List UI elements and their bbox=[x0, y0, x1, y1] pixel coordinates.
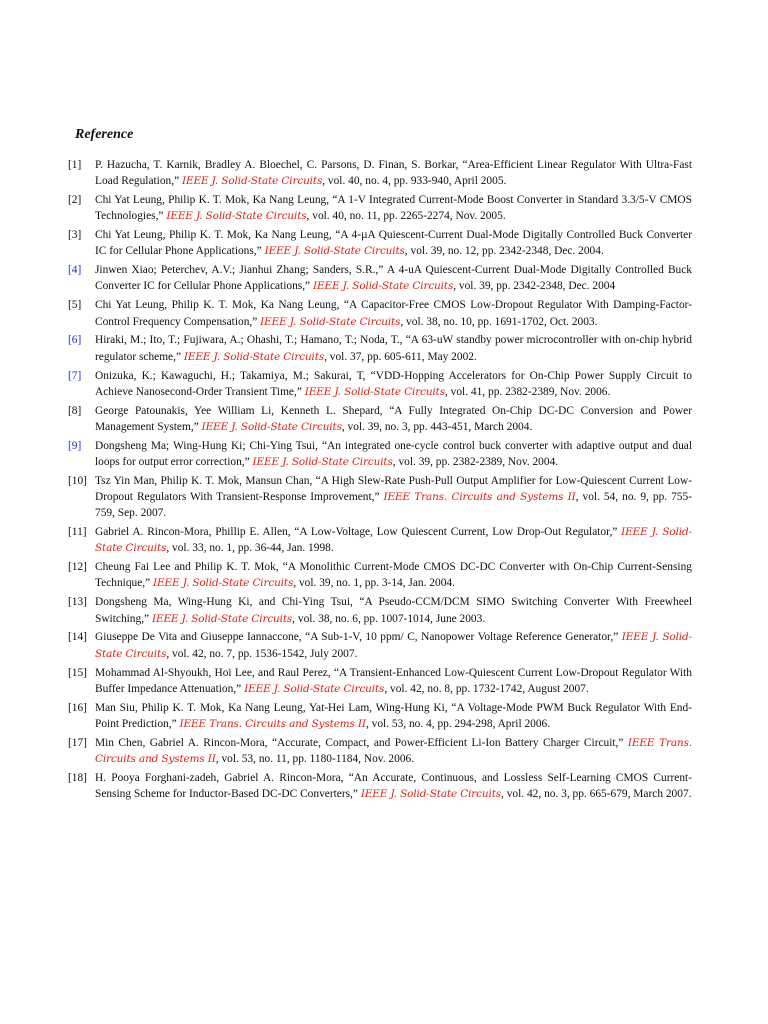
reference-item bbox=[68, 735, 692, 767]
journal-name: IEEE Trans. Circuits and Systems II bbox=[179, 717, 366, 730]
journal-name: IEEE J. Solid-State Circuits bbox=[166, 210, 307, 223]
journal-name: IEEE Trans. Circuits and Systems II bbox=[95, 736, 693, 765]
journal-name: IEEE J. Solid-State Circuits bbox=[260, 315, 401, 328]
reference-item bbox=[68, 403, 692, 435]
reference-number: [16] bbox=[68, 701, 87, 714]
reference-details: , vol. 39, no. 3, pp. 443-451, March 2004. bbox=[341, 420, 533, 433]
reference-item bbox=[68, 770, 692, 802]
journal-name: IEEE J. Solid-State Circuits bbox=[201, 420, 342, 433]
reference-text: H. Pooya Forghani-zadeh, Gabriel A. Rincon-Mora, “An Accurate, Continuous, and Lossless Self-Learning CMOS Current-Sensing Scheme for Inductor-Based DC-DC Converters,” bbox=[95, 771, 692, 800]
reference-number: [15] bbox=[68, 666, 87, 679]
reference-heading: Reference bbox=[75, 127, 134, 142]
journal-name: IEEE J. Solid-State Circuits bbox=[153, 577, 294, 590]
reference-details: , vol. 54, no. 9, pp. 755-759, Sep. 2007. bbox=[95, 491, 692, 520]
reference-item bbox=[68, 700, 692, 732]
reference-item bbox=[68, 192, 692, 224]
reference-list bbox=[68, 157, 692, 805]
reference-number: [14] bbox=[68, 631, 87, 644]
journal-name: IEEE J. Solid-State Circuits bbox=[252, 455, 393, 468]
reference-text: Giuseppe De Vita and Giuseppe Iannaccone, “A Sub-1-V, 10 ppm/ C, Nanopower Voltage Reference Generator,” bbox=[95, 631, 622, 644]
reference-item bbox=[68, 368, 692, 400]
reference-number: [11] bbox=[68, 526, 87, 539]
reference-item bbox=[68, 594, 692, 626]
reference-number: [13] bbox=[68, 596, 87, 609]
journal-name: IEEE J. Solid-State Circuits bbox=[360, 788, 502, 800]
reference-number: [8] bbox=[68, 404, 82, 417]
reference-details: , vol. 42, no. 3, pp. 665-679, March 2007. bbox=[501, 788, 692, 800]
journal-name: IEEE J. Solid-State Circuits bbox=[244, 682, 385, 695]
reference-details: , vol. 41, pp. 2382-2389, Nov. 2006. bbox=[444, 385, 611, 398]
reference-text: Man Siu, Philip K. T. Mok, Ka Nang Leung, Yat-Hei Lam, Wing-Hung Ki, “A Voltage-Mode PWM Buck Regulator With End-Point Prediction,” bbox=[95, 701, 692, 730]
reference-item bbox=[68, 665, 692, 697]
reference-details: , vol. 38, no. 10, pp. 1691-1702, Oct. 2003. bbox=[400, 315, 598, 328]
reference-number: [17] bbox=[68, 736, 87, 749]
reference-number[interactable]: [7] bbox=[68, 369, 82, 382]
reference-text: Dongsheng Ma; Wing-Hung Ki; Chi-Ying Tsui, “An integrated one-cycle control buck converter with adaptive output and dual loops for output error correction,” bbox=[95, 439, 692, 468]
reference-details: , vol. 53, no. 4, pp. 294-298, April 2006. bbox=[365, 717, 551, 730]
reference-item bbox=[68, 332, 692, 364]
reference-item bbox=[68, 438, 692, 470]
reference-number: [10] bbox=[68, 474, 87, 487]
journal-name: IEEE J. Solid-State Circuits bbox=[151, 612, 293, 625]
reference-number: [3] bbox=[68, 229, 82, 242]
reference-item bbox=[68, 297, 692, 329]
reference-number: [12] bbox=[68, 561, 87, 574]
reference-text: Chi Yat Leung, Philip K. T. Mok, Ka Nang Leung, “A 4-µA Quiescent-Current Dual-Mode Digitally Controlled Buck Converter IC for Cellular Phone Applications,” bbox=[95, 229, 692, 258]
reference-text: Onizuka, K.; Kawaguchi, H.; Takamiya, M.; Sakurai, T, “VDD-Hopping Accelerators for On-Chip Power Supply Circuit to Achieve Nanosecond-Order Transient Time,” bbox=[95, 369, 692, 398]
reference-details: , vol. 38, no. 6, pp. 1007-1014, June 2003. bbox=[292, 612, 486, 625]
reference-text: Cheung Fai Lee and Philip K. T. Mok, “A Monolithic Current-Mode CMOS DC-DC Converter with On-Chip Current-Sensing Technique,” bbox=[95, 561, 692, 590]
reference-details: , vol. 40, no. 11, pp. 2265-2274, Nov. 2005. bbox=[306, 210, 506, 223]
reference-text: Hiraki, M.; Ito, T.; Fujiwara, A.; Ohashi, T.; Hamano, T.; Noda, T., “A 63-uW standby power microcontroller with on-chip hybrid regulator scheme,” bbox=[95, 334, 692, 363]
reference-number[interactable]: [9] bbox=[68, 439, 82, 452]
reference-details: , vol. 42, no. 7, pp. 1536-1542, July 2007. bbox=[166, 647, 358, 660]
journal-name: IEEE J. Solid-State Circuits bbox=[264, 245, 405, 258]
reference-item bbox=[68, 157, 692, 189]
reference-details: , vol. 40, no. 4, pp. 933-940, April 2005. bbox=[322, 175, 507, 188]
reference-number[interactable]: [4] bbox=[68, 264, 82, 277]
reference-number: [2] bbox=[68, 194, 82, 207]
journal-name: IEEE J. Solid-State Circuits bbox=[183, 350, 325, 363]
reference-details: , vol. 39, no. 12, pp. 2342-2348, Dec. 2004. bbox=[404, 245, 604, 258]
reference-text: Min Chen, Gabriel A. Rincon-Mora, “Accurate, Compact, and Power-Efficient Li-Ion Battery Charger Circuit,” bbox=[95, 736, 628, 749]
journal-name: IEEE J. Solid-State Circuits bbox=[95, 631, 692, 660]
reference-text: P. Hazucha, T. Karnik, Bradley A. Bloechel, C. Parsons, D. Finan, S. Borkar, “Area-Efficient Linear Regulator With Ultra-Fast Load Regulation,” bbox=[95, 159, 692, 188]
reference-text: Gabriel A. Rincon-Mora, Phillip E. Allen, “A Low-Voltage, Low Quiescent Current, Low Drop-Out Regulator,” bbox=[95, 526, 622, 539]
reference-item bbox=[68, 559, 692, 591]
reference-details: , vol. 42, no. 8, pp. 1732-1742, August 2007. bbox=[384, 682, 589, 695]
reference-item bbox=[68, 524, 692, 556]
reference-text: Dongsheng Ma, Wing-Hung Ki, and Chi-Ying Tsui, “A Pseudo-CCM/DCM SIMO Switching Converter With Freewheel Switching,” bbox=[95, 596, 692, 625]
reference-number: [1] bbox=[68, 159, 82, 171]
reference-details: , vol. 39, pp. 2382-2389, Nov. 2004. bbox=[392, 455, 559, 468]
reference-text: Tsz Yin Man, Philip K. T. Mok, Mansun Chan, “A High Slew-Rate Push-Pull Output Amplifier for Low-Quiescent Current Low-Dropout Regulators With Transient-Response Improvement,” bbox=[95, 474, 692, 504]
reference-text: Chi Yat Leung, Philip K. T. Mok, Ka Nang Leung, “A 1-V Integrated Current-Mode Boost Converter in Standard 3.3/5-V CMOS Technologies,” bbox=[95, 194, 692, 223]
reference-text: Jinwen Xiao; Peterchev, A.V.; Jianhui Zhang; Sanders, S.R.,” A 4-uA Quiescent-Current Dual-Mode Digitally Controlled Buck Converter IC for Cellular Phone Applications,” bbox=[95, 264, 692, 293]
reference-details: , vol. 37, pp. 605-611, May 2002. bbox=[324, 350, 477, 363]
reference-item bbox=[68, 227, 692, 259]
journal-name: IEEE Trans. Circuits and Systems II bbox=[383, 491, 576, 504]
reference-number: [18] bbox=[68, 771, 87, 784]
reference-text: Mohammad Al-Shyoukh, Hoi Lee, and Raul Perez, “A Transient-Enhanced Low-Quiescent Current Low-Dropout Regulator With Buffer Impedance Attenuation,” bbox=[95, 666, 692, 695]
reference-text: Chi Yat Leung, Philip K. T. Mok, Ka Nang Leung, “A Capacitor-Free CMOS Low-Dropout Regulator With Damping-Factor-Control Frequency Compensation,” bbox=[95, 299, 692, 328]
journal-name: IEEE J. Solid-State Circuits bbox=[312, 280, 454, 293]
reference-details: , vol. 33, no. 1, pp. 36-44, Jan. 1998. bbox=[166, 542, 334, 555]
reference-details: , vol. 39, pp. 2342-2348, Dec. 2004 bbox=[453, 280, 616, 293]
journal-name: IEEE J. Solid-State Circuits bbox=[182, 175, 323, 188]
reference-details: , vol. 53, no. 11, pp. 1180-1184, Nov. 2006. bbox=[215, 752, 415, 765]
reference-item bbox=[68, 473, 692, 522]
reference-details: , vol. 39, no. 1, pp. 3-14, Jan. 2004. bbox=[293, 577, 455, 590]
reference-item bbox=[68, 262, 692, 294]
reference-text: George Patounakis, Yee William Li, Kenneth L. Shepard, “A Fully Integrated On-Chip DC-DC Conversion and Power Management System,” bbox=[95, 404, 692, 433]
journal-name: IEEE J. Solid-State Circuits bbox=[304, 385, 445, 398]
journal-name: IEEE J. Solid-State Circuits bbox=[95, 526, 692, 555]
reference-number[interactable]: [6] bbox=[68, 334, 82, 347]
reference-number: [5] bbox=[68, 299, 82, 312]
reference-item bbox=[68, 629, 692, 661]
